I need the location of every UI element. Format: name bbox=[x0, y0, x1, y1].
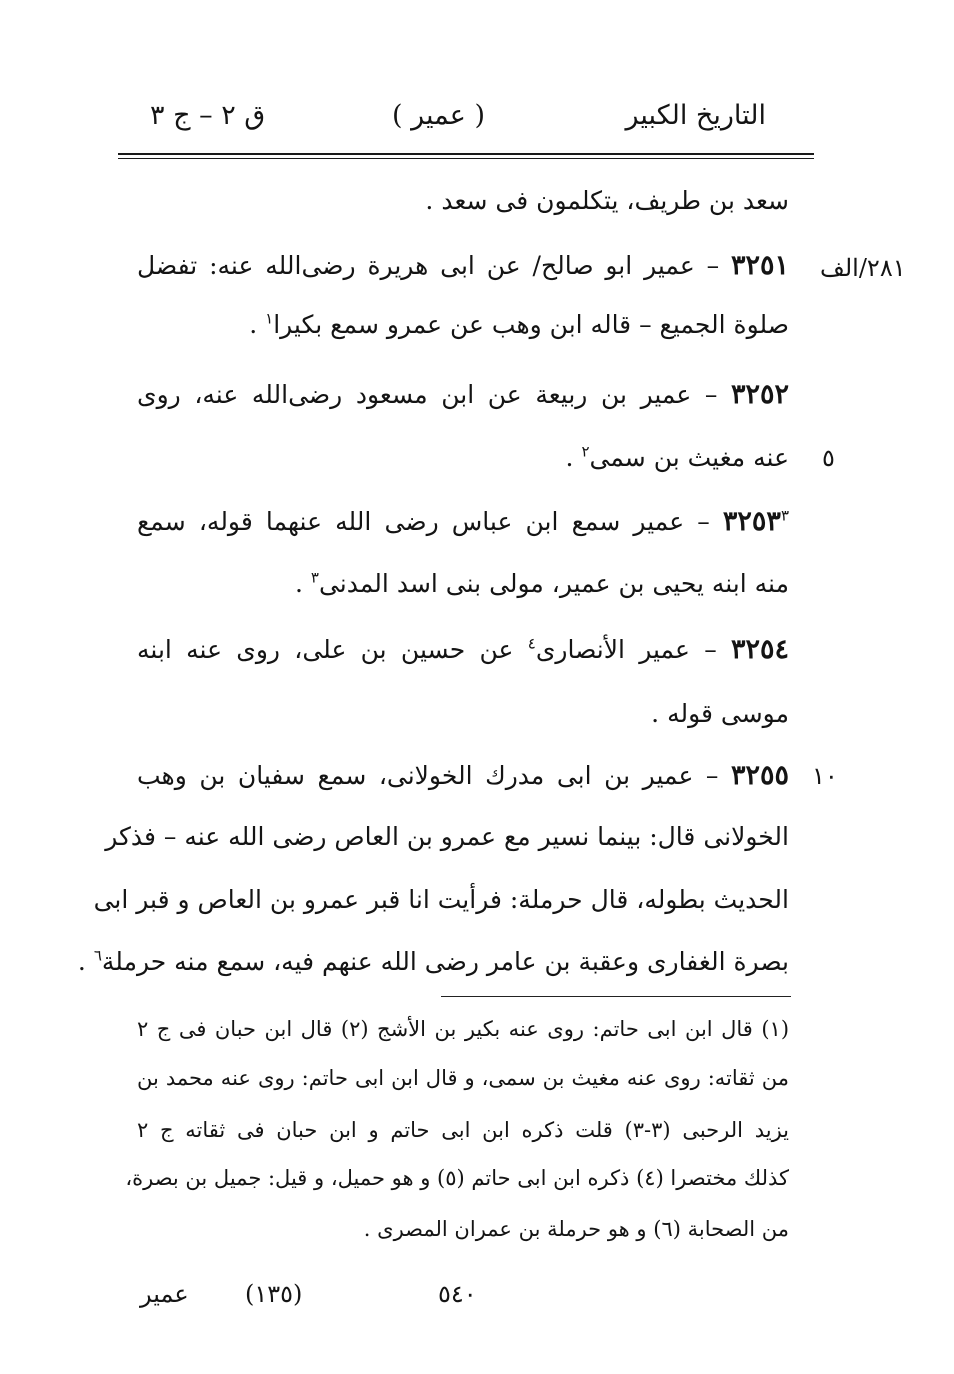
page-number: ٥٤٠ bbox=[438, 1280, 477, 1308]
entry-3251-line-2: صلوة الجميع – قاله ابن وهب عن عمرو سمع بكيرا$^١$ . bbox=[249, 309, 789, 339]
entry-3252-line-2: عنه مغيث بن سمى$^٢$ . bbox=[565, 442, 789, 472]
header-rule-thin bbox=[118, 158, 814, 159]
entry-3253-line-2: منه ابنه يحيى بن عمير، مولى بنى اسد المدنى$^٣$ . bbox=[294, 568, 789, 598]
entry-number: ٣٢٥١ bbox=[730, 250, 789, 281]
footnote-ref: ١ bbox=[265, 309, 274, 328]
footnote-ref: ٣ bbox=[780, 506, 789, 525]
footnote-ref: ٢ bbox=[581, 442, 590, 461]
section-name: ( عمير ) bbox=[392, 100, 485, 131]
footnote-line: (١) قال ابن ابى حاتم: روى عنه بكير بن الأشج (٢) قال ابن حبان فى ج ٢ bbox=[137, 1017, 790, 1041]
entry-3253-line-1: ٣٢٥٣$^٣$ – عمير سمع ابن عباس رضى الله عنهما قوله، سمع bbox=[137, 506, 789, 537]
entry-3255-line-4: بصرة الغفارى وعقبة بن عامر رضى الله عنهم فيه، سمع منه حرملة$^٦$ . bbox=[77, 946, 789, 976]
header-rule bbox=[118, 153, 814, 155]
footnote-ref: ٦ bbox=[93, 946, 102, 965]
part-number: (١٣٥) bbox=[245, 1280, 303, 1308]
entry-3255-line-3: الحديث بطوله، قال حرملة: فرأيت انا قبر عمرو بن العاص و قبر ابى bbox=[93, 885, 789, 914]
entry-3254-line-2: موسى قوله . bbox=[651, 699, 789, 728]
entry-3252-line-1: ٣٢٥٢ – عمير بن ربيعة عن ابن مسعود رضى‌الله عنه، روى bbox=[137, 379, 789, 410]
running-title: التاريخ الكبير bbox=[625, 100, 766, 131]
folio-marker: ٢٨١/الف bbox=[820, 254, 906, 282]
text-line-1: سعد بن طريف، يتكلمون فى سعد . bbox=[425, 186, 789, 215]
catchword: عمير bbox=[140, 1280, 189, 1308]
entry-number: ٣٢٥٥ bbox=[730, 760, 789, 791]
footnote-line: من الصحابة (٦) و هو حرملة بن عمران المصرى . bbox=[363, 1217, 789, 1241]
footnote-line: يزيد الرحبى (٣-٣) قلت ذكره ابن ابى حاتم و ابن حبان فى ثقاته ج ٢ bbox=[137, 1118, 789, 1142]
entry-number: ٣٢٥٢ bbox=[730, 379, 789, 410]
footnote-separator bbox=[441, 996, 791, 997]
entry-3255-line-2: الخولانى قال: بينما نسير مع عمرو بن العاص رضى الله عنه – فذكر bbox=[105, 822, 789, 851]
entry-number: ٣٢٥٣ bbox=[722, 506, 781, 537]
entry-number: ٣٢٥٤ bbox=[730, 634, 789, 665]
entry-3254-line-1: ٣٢٥٤ – عمير الأنصارى$^٤$ عن حسين بن على، روى عنه ابنه bbox=[137, 634, 789, 665]
footnote-line: من ثقاته: روى عنه مغيث بن سمى، و قال ابن ابى حاتم: روى عنه محمد بن bbox=[137, 1066, 789, 1090]
entry-3255-line-1: ٣٢٥٥ – عمير بن ابى مدرك الخولانى، سمع سفيان بن وهب bbox=[137, 760, 789, 791]
footnote-ref: ٣ bbox=[310, 568, 319, 587]
footnote-line: كذلك مختصرا (٤) ذكره ابن ابى حاتم (٥) و هو حميل، و قيل: جميل بن بصرة، bbox=[125, 1166, 789, 1190]
line-number-5: ٥ bbox=[822, 444, 835, 472]
volume-reference: ق ٢ – ج ٣ bbox=[150, 100, 266, 131]
line-number-10: ١٠ bbox=[812, 762, 838, 790]
entry-3251-line-1: ٣٢٥١ – عمير ابو صالح/ عن ابى هريرة رضى‌الله عنه: تفضل bbox=[137, 250, 789, 281]
footnote-ref: ٤ bbox=[527, 634, 536, 653]
